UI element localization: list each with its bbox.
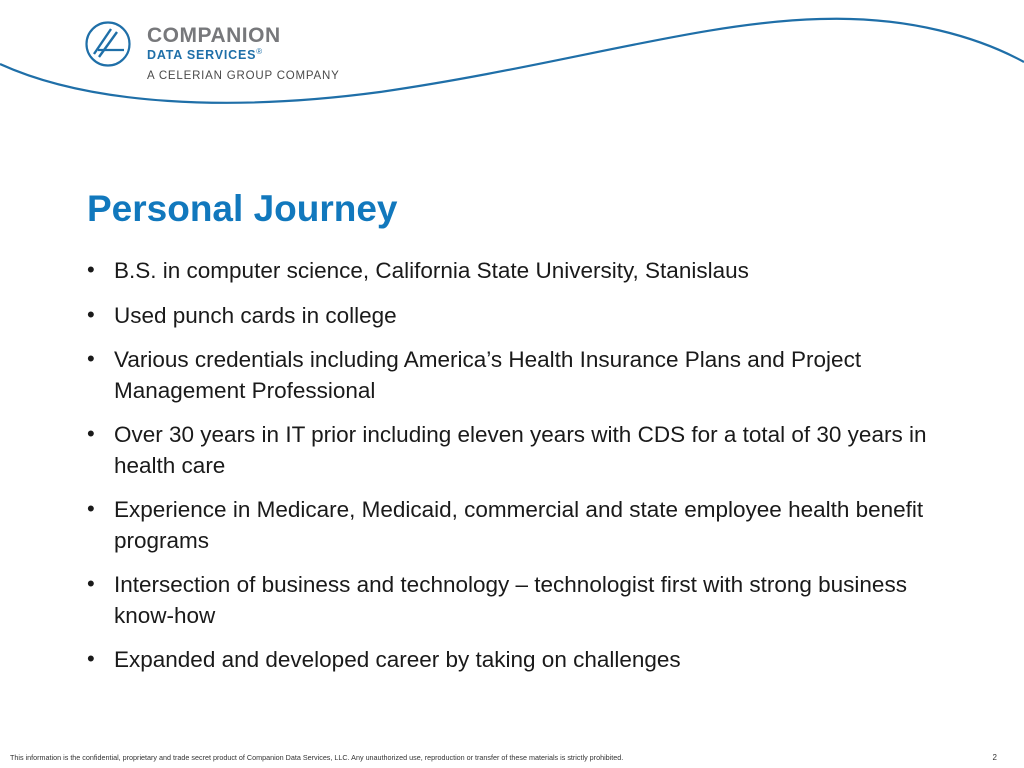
bullet-list <box>87 256 937 690</box>
bullet-icon: • <box>87 301 95 327</box>
bullet-text: Over 30 years in IT prior including eleven years with CDS for a total of 30 years in health care <box>114 422 927 478</box>
bullet-text: Intersection of business and technology – technologist first with strong business know-how <box>114 572 907 628</box>
bullet-item <box>87 570 937 631</box>
bullet-icon: • <box>87 496 95 521</box>
bullet-item <box>87 420 937 481</box>
logo-tagline: A CELERIAN GROUP COMPANY <box>147 70 340 82</box>
bullet-text: Experience in Medicare, Medicaid, commercial and state employee health benefit programs <box>114 497 924 553</box>
bullet-item <box>87 256 937 287</box>
bullet-text: Used punch cards in college <box>114 302 397 328</box>
bullet-text: Expanded and developed career by taking on challenges <box>114 647 681 672</box>
bullet-item <box>87 495 937 556</box>
company-logo <box>84 20 364 90</box>
bullet-text: Various credentials including America’s Health Insurance Plans and Project Management Professional <box>114 347 862 403</box>
logo-company-name: COMPANION <box>147 24 281 47</box>
bullet-icon: • <box>87 646 95 671</box>
logo-subtitle: DATA SERVICES® <box>147 47 263 63</box>
slide-title: Personal Journey <box>87 188 398 229</box>
page-number: 2 <box>992 753 997 762</box>
bullet-text: B.S. in computer science, California State University, Stanislaus <box>114 258 749 283</box>
companion-logo-icon <box>84 20 132 68</box>
bullet-icon: • <box>87 571 95 596</box>
bullet-item <box>87 345 937 406</box>
bullet-icon: • <box>87 421 95 446</box>
bullet-item <box>87 301 937 332</box>
bullet-icon: • <box>87 257 95 282</box>
bullet-item <box>87 645 937 676</box>
bullet-icon: • <box>87 346 95 371</box>
footer-disclaimer: This information is the confidential, proprietary and trade secret product of Companion Data Services, LLC. Any unauthorized use, reproduction or transfer of these materials is strictly prohibited. <box>10 753 624 762</box>
